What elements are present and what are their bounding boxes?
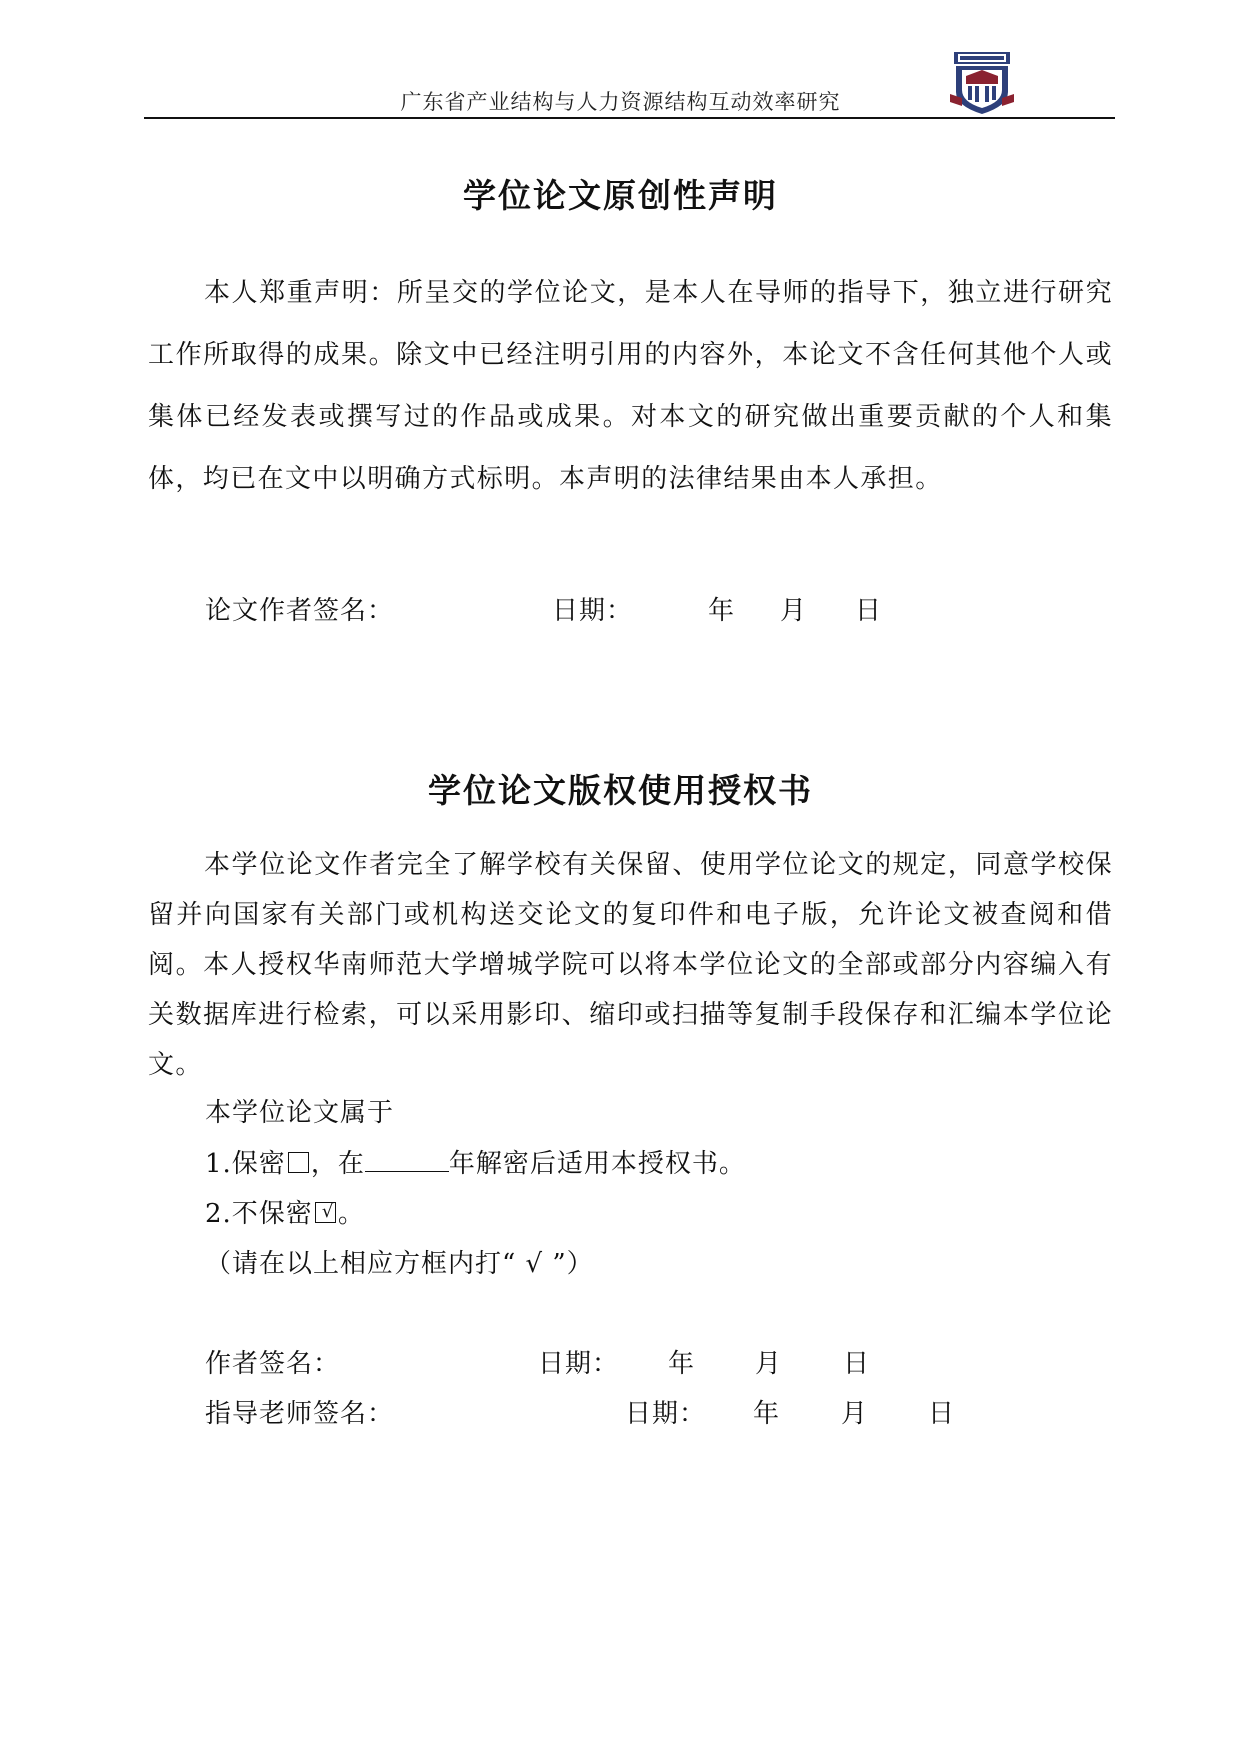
advisor-date-label: 日期： xyxy=(625,1399,707,1429)
originality-date-label: 日期： xyxy=(552,596,634,626)
option-confidential xyxy=(205,1143,746,1180)
checkmark-icon: √ xyxy=(321,1201,335,1222)
option-not-confidential xyxy=(205,1193,365,1230)
not-confidential-checkbox[interactable] xyxy=(315,1202,336,1223)
author-signature-label: 作者签名： xyxy=(205,1349,341,1379)
checkbox-instruction: （请在以上相应方框内打“ √ ”） xyxy=(205,1249,594,1279)
originality-signature-label: 论文作者签名： xyxy=(205,596,395,626)
thesis-belongs-label: 本学位论文属于 xyxy=(205,1098,395,1128)
advisor-signature-label: 指导老师签名： xyxy=(205,1399,395,1429)
author-month-label: 月 xyxy=(755,1349,783,1379)
section-title-copyright: 学位论文版权使用授权书 xyxy=(428,771,813,810)
author-date-label: 日期： xyxy=(538,1349,620,1379)
advisor-day-label: 日 xyxy=(928,1399,956,1429)
advisor-month-label: 月 xyxy=(841,1399,869,1429)
option-confidential-suffix: 年解密后适用本授权书。 xyxy=(448,1149,746,1179)
originality-day-label: 日 xyxy=(855,596,883,626)
option-not-confidential-prefix: 2.不保密 xyxy=(205,1199,313,1229)
originality-year-label: 年 xyxy=(708,596,736,626)
running-header: 广东省产业结构与人力资源结构互动效率研究 xyxy=(400,90,841,114)
author-year-label: 年 xyxy=(668,1349,696,1379)
confidential-checkbox[interactable] xyxy=(288,1152,309,1173)
originality-month-label: 月 xyxy=(780,596,808,626)
copyright-authorization-body: 本学位论文作者完全了解学校有关保留、使用学位论文的规定，同意学校保留并向国家有关部门或机构送交论文的复印件和电子版，允许论文被查阅和借阅。本人授权华南师范大学增城学院可以将本学位论文的全部或部分内容编入有关数据库进行检索，可以采用影印、缩印或扫描等复制手段保存和汇编本学位论文。 xyxy=(148,850,1113,1080)
university-crest-logo xyxy=(948,48,1016,116)
option-confidential-prefix: 1.保密 xyxy=(205,1149,286,1179)
author-day-label: 日 xyxy=(843,1349,871,1379)
option-not-confidential-suffix: 。 xyxy=(337,1199,365,1229)
declassify-year-blank[interactable] xyxy=(365,1149,449,1172)
option-confidential-mid: ，在 xyxy=(310,1149,365,1179)
originality-statement-body: 本人郑重声明：所呈交的学位论文，是本人在导师的指导下，独立进行研究工作所取得的成果。除文中已经注明引用的内容外，本论文不含任何其他个人或集体已经发表或撰写过的作品或成果。对本文的研究做出重要贡献的个人和集体，均已在文中以明确方式标明。本声明的法律结果由本人承担。 xyxy=(148,278,1113,494)
section-title-originality: 学位论文原创性声明 xyxy=(463,176,778,215)
advisor-year-label: 年 xyxy=(753,1399,781,1429)
header-divider xyxy=(144,117,1115,119)
